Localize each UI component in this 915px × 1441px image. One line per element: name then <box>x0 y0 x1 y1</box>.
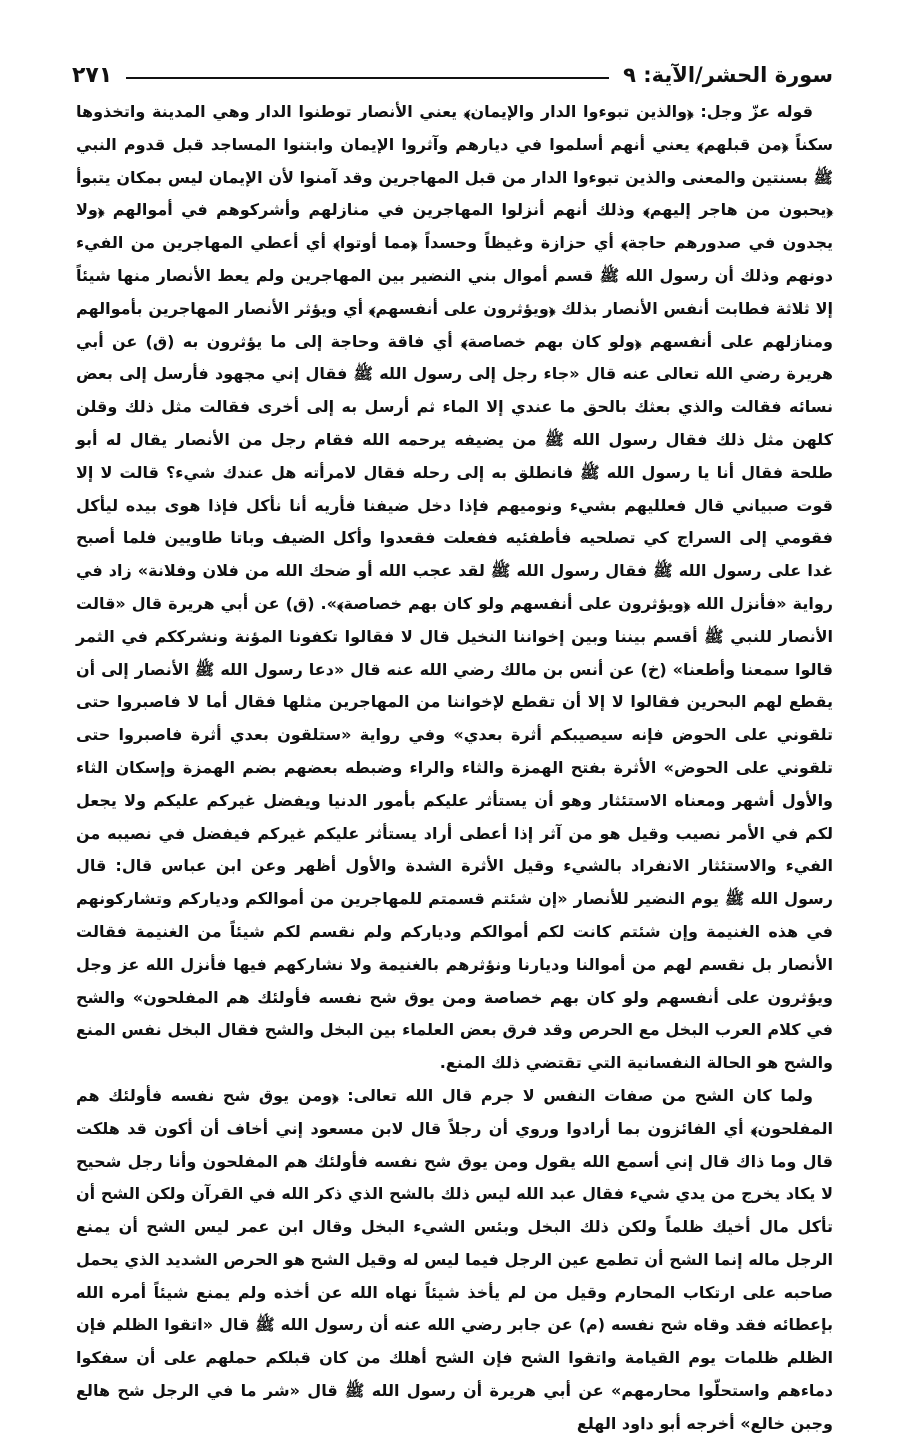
paragraph-shuhh: ولما كان الشح من صفات النفس لا جرم قال الله تعالى: ﴿ومن يوق شح نفسه فأولئك هم المفلحون﴾ أي الفائزون بما أرادوا وروي أن رجلاً قال لابن مسعود إني أخاف أن أكون قد هلكت قال وما ذاك قال إني أسمع الله يقول ومن يوق شح نفسه فأولئك هم المفلحون وأنا رجل شحيح لا يكاد يخرج من يدي شيء فقال عبد الله ليس ذلك بالشح الذي ذكر الله في القرآن ولكن الشح أن تأكل مال أخيك ظلماً ولكن ذلك البخل وبئس الشيء البخل وقال ابن عمر ليس الشح أن يمنع الرجل ماله إنما الشح أن تطمع عين الرجل فيما ليس له وقيل الشح هو الحرص الشديد الذي يحمل صاحبه على ارتكاب المحارم وقيل من لم يأخذ شيئاً نهاه الله عن أخذه ولم يمنع شيئاً أمره الله بإعطائه فقد وقاه شح نفسه (م) عن جابر رضي الله عنه أن رسول الله ﷺ قال «اتقوا الظلم فإن الظلم ظلمات يوم القيامة واتقوا الشح فإن الشح أهلك من كان قبلكم حملهم على أن سفكوا دماءهم واستحلّوا محارمهم» عن أبي هريرة أن رسول الله ﷺ قال «شر ما في الرجل شح هالع وجبن خالع» أخرجه أبو داود الهلع <box>76 1085 833 1433</box>
page-number: ٢٧١ <box>72 62 113 88</box>
paragraph-tafsir-verse: قوله عزّ وجل: ﴿والذين تبوءوا الدار والإيمان﴾ يعني الأنصار توطنوا الدار وهي المدينة واتخذوها سكناً ﴿من قبلهم﴾ يعني أنهم أسلموا في ديارهم وآثروا الإيمان وابتنوا المساجد قبل قدوم النبي ﷺ بسنتين والمعنى والذين تبوءوا الدار من قبل المهاجرين وقد آمنوا لأن الإيمان ليس بمكان يتبوأ ﴿يحبون من هاجر إليهم﴾ وذلك أنهم أنزلوا المهاجرين في منازلهم وأشركوهم في أموالهم ﴿ولا يجدون في صدورهم حاجة﴾ أي حزازة وغيظاً وحسداً ﴿مما أوتوا﴾ أي أعطي المهاجرين من الفيء دونهم وذلك أن رسول الله ﷺ قسم أموال بني النضير بين المهاجرين ولم يعط الأنصار منها شيئاً إلا ثلاثة فطابت أنفس الأنصار بذلك ﴿ويؤثرون على أنفسهم﴾ أي ويؤثر الأنصار المهاجرين بأموالهم ومنازلهم على أنفسهم ﴿ولو كان بهم خصاصة﴾ أي فاقة وحاجة إلى ما يؤثرون به (ق) عن أبي هريرة رضي الله تعالى عنه قال «جاء رجل إلى رسول الله ﷺ فقال إني مجهود فأرسل إلى بعض نسائه فقالت والذي بعثك بالحق ما عندي إلا الماء ثم أرسل به إلى أخرى فقالت مثل ذلك وقلن كلهن مثل ذلك فقال رسول الله ﷺ من يضيفه يرحمه الله فقام رجل من الأنصار يقال له أبو طلحة فقال أنا يا رسول الله ﷺ فانطلق به إلى رحله فقال لامرأته هل عندك شيء؟ قالت لا إلا قوت صبياني قال فعلليهم بشيء ونوميهم فإذا دخل ضيفنا فأريه أنا نأكل فإذا هوى بيده ليأكل فقومي إلى السراج كي تصلحيه فأطفئيه ففعلت فقعدوا وأكل الضيف وباتا طاويين فلما أصبح غدا على رسول الله ﷺ فقال رسول الله ﷺ لقد عجب الله أو ضحك الله من فلان وفلانة» زاد في رواية «فأنزل الله ﴿ويؤثرون على أنفسهم ولو كان بهم خصاصة﴾». (ق) عن أبي هريرة قال «قالت الأنصار للنبي ﷺ أقسم بيننا وبين إخواننا النخيل قال لا فقالوا تكفونا المؤنة ونشرككم في الثمر قالوا سمعنا وأطعنا» (خ) عن أنس بن مالك رضي الله عنه قال «دعا رسول الله ﷺ الأنصار إلى أن يقطع لهم البحرين فقالوا لا إلا أن تقطع لإخواننا من المهاجرين مثلها فقال أما لا فاصبروا حتى تلقوني على الحوض فإنه سيصيبكم أثرة بعدي» وفي رواية «ستلقون بعدي أثرة فاصبروا حتى تلقوني على الحوض» الأثرة بفتح الهمزة والثاء والراء وضبطه بعضهم بضم الهمزة وإسكان الثاء والأول أشهر ومعناه الاستئثار وهو أن يستأثر عليكم بأمور الدنيا ويفضل غيركم عليكم ولا يجعل لكم في الأمر نصيب وقيل هو من آثر إذا أعطى أراد يستأثر عليكم غيركم فيفضل في نصيبه من الفيء والاستئثار الانفراد بالشيء وقيل الأثرة الشدة والأول أظهر وعن ابن عباس قال: قال رسول الله ﷺ يوم النضير للأنصار «إن شئتم قسمتم للمهاجرين من أموالكم ودياركم وتشاركونهم في هذه الغنيمة وإن شئتم كانت لكم أموالكم وديارکم ولم نقسم لكم شيئاً من الغنيمة فقالت الأنصار بل نقسم لهم من أموالنا وديارنا ونؤثرهم بالغنيمة ولا نشاركهم فيها فأنزل الله عز وجل ويؤثرون على أنفسهم ولو كان بهم خصاصة ومن يوق شح نفسه فأولئك هم المفلحون» والشح في كلام العرب البخل مع الحرص وقد فرق بعض العلماء بين البخل والشح فقال البخل نفس المنع والشح هو الحالة النفسانية التي تقتضي ذلك المنع. <box>76 102 833 1073</box>
surah-title: سورة الحشر/الآية: ٩ <box>623 63 833 87</box>
page-header <box>72 58 833 92</box>
header-rule <box>126 77 609 79</box>
page-body <box>76 96 833 1433</box>
